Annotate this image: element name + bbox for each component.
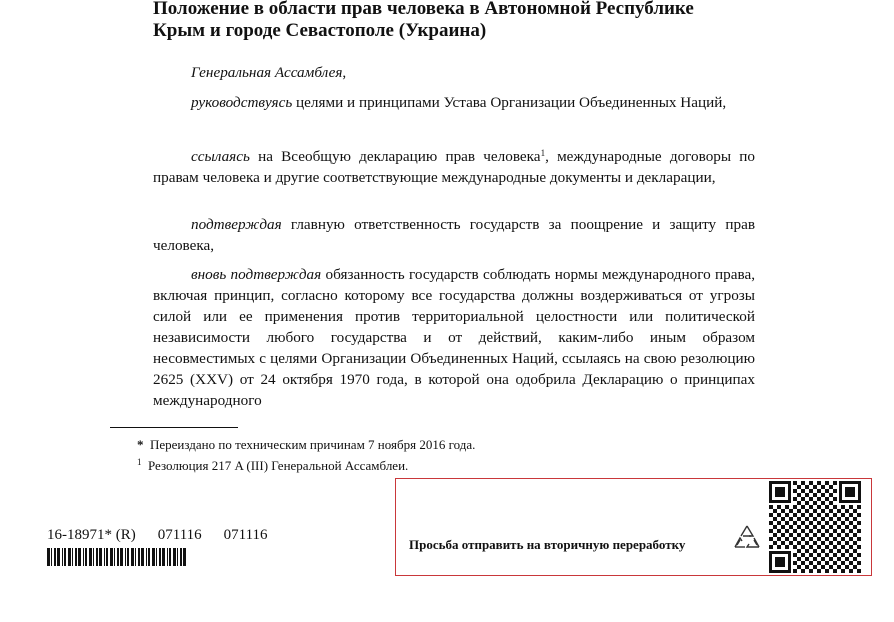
document-number: 16-18971* (R)	[47, 527, 136, 543]
recycle-text: Просьба отправить на вторичную переработку	[409, 537, 686, 552]
document-number-line	[47, 527, 290, 544]
title-line-1: Положение в области прав человека в Автономной Республике	[153, 0, 694, 19]
paragraph-recalling: ссылаясь на Всеобщую декларацию прав человека$^1$, международные договоры по правам человека и другие соответствующие международные документы и декларации,	[153, 148, 756, 186]
document-date-2: 071116	[223, 527, 268, 543]
paragraph-reaffirming: вновь подтверждая обязанность государств соблюдать нормы международного права, включая принцип, согласно которому все государства должны воздерживаться от угрозы силой или ее применения против территориальной целостности или политической независимости любого государства и от действий, каким-либо иным образом несовместимых с целями Организации Объединенных Наций, ссылаясь на свою резолюцию 2625 (XXV) от 24 октября 1970 года, в которой она одобрила Декларацию о принципах международного	[153, 266, 755, 409]
qr-code	[769, 481, 861, 573]
recycle-notice-box	[395, 478, 872, 576]
recycle-icon	[731, 523, 763, 555]
footnote-divider	[110, 427, 238, 428]
footnote-reissue: * Переиздано по техническим причинам 7 ноября 2016 года.	[137, 437, 476, 452]
footnote-ref-1: 1	[540, 148, 546, 158]
title-line-2: Крым и городе Севастополе (Украина)	[153, 20, 487, 41]
paragraph-guided: руководствуясь целями и принципами Устава Организации Объединенных Наций,	[191, 94, 727, 111]
paragraph-affirming: подтверждая главную ответственность государств за поощрение и защиту прав человека,	[153, 216, 755, 254]
paragraph-general-assembly: Генеральная Ассамблея,	[191, 64, 347, 81]
document-title	[153, 0, 773, 42]
barcode	[47, 548, 187, 566]
footnote-1: $^1$ Резолюция 217 A (III) Генеральной Ассамблеи.	[137, 457, 409, 473]
document-date-1: 071116	[157, 527, 202, 543]
